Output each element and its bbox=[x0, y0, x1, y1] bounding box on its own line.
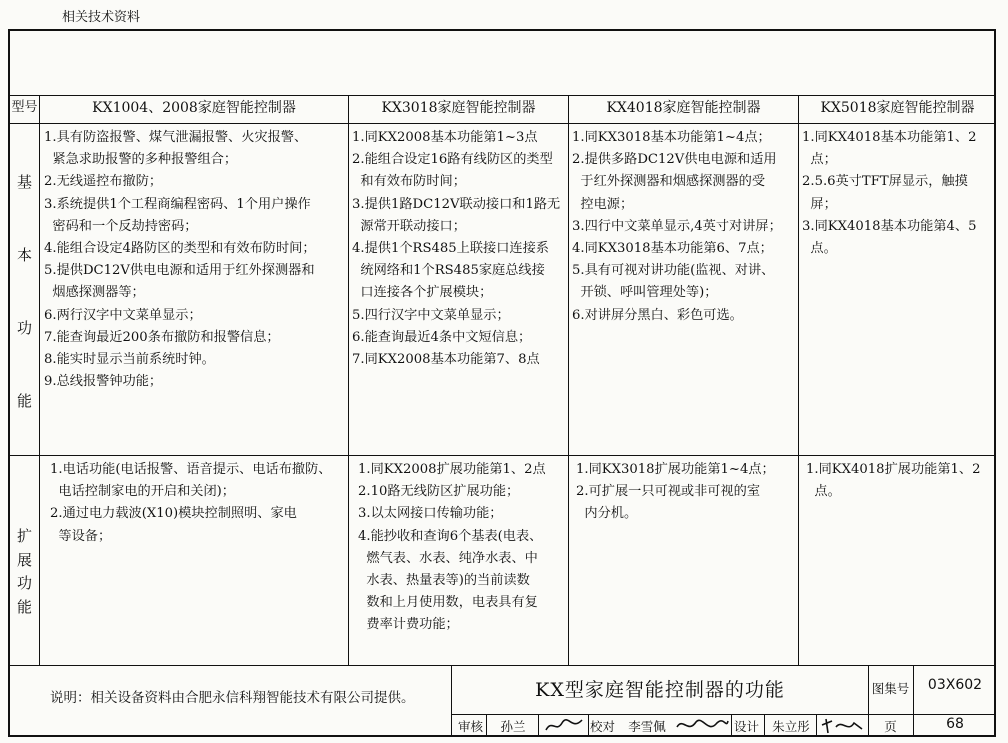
column-header-kx4018: KX4018家庭智能控制器 bbox=[606, 100, 761, 116]
atlas-number: 03X602 bbox=[927, 677, 983, 693]
function-line: 控电源； bbox=[572, 196, 634, 212]
function-line: 3.以太网接口传输功能； bbox=[358, 506, 503, 522]
function-line: 7.能查询最近200条布撤防和报警信息； bbox=[44, 329, 280, 345]
divider bbox=[798, 95, 799, 665]
function-line: 4.同KX3018基本功能第6、7点； bbox=[572, 241, 773, 257]
function-line: 3.系统提供1个工程商编程密码、1个用户操作 bbox=[44, 196, 311, 212]
divider bbox=[816, 714, 817, 735]
function-line: 紧急求助报警的多种报警组合； bbox=[44, 152, 238, 168]
function-line: 2.无线遥控布撤防； bbox=[44, 174, 163, 190]
document-frame bbox=[8, 29, 996, 737]
function-line: 统网络和1个RS485家庭总线接 bbox=[352, 263, 545, 279]
function-line: 5.提供DC12V供电电源和适用于红外探测器和 bbox=[44, 263, 315, 279]
function-line: 等设备； bbox=[50, 528, 112, 544]
function-line: 烟感探测器等； bbox=[44, 285, 145, 301]
header-text: 相关技术资料 bbox=[62, 10, 141, 25]
function-line: 6.能查询最近4条中文短信息； bbox=[352, 329, 532, 345]
function-line: 点。 bbox=[806, 484, 841, 500]
function-line: 数和上月使用数，电表具有复 bbox=[358, 595, 538, 611]
function-line: 屏； bbox=[802, 196, 837, 212]
divider bbox=[348, 95, 349, 665]
divider bbox=[764, 714, 765, 735]
extended-cell-kx1004 bbox=[50, 459, 348, 663]
function-line: 2.能组合设定16路有线防区的类型 bbox=[352, 152, 553, 168]
extended-cell-kx5018 bbox=[806, 459, 996, 663]
basic-cell-kx4018 bbox=[572, 127, 798, 453]
review-label: 审核 bbox=[458, 719, 484, 734]
function-line: 6.对讲屏分黑白、彩色可选。 bbox=[572, 307, 743, 323]
design-label: 设计 bbox=[734, 719, 760, 734]
label-char: 功 bbox=[16, 574, 32, 593]
extended-cell-kx3018 bbox=[358, 459, 568, 663]
designer-signature bbox=[818, 715, 866, 735]
check-label: 校对 bbox=[590, 719, 616, 734]
label-char: 能 bbox=[16, 597, 32, 616]
extended-list bbox=[806, 459, 996, 503]
function-line: 点； bbox=[802, 152, 837, 168]
extended-functions-label bbox=[10, 525, 39, 617]
column-header-kx3018: KX3018家庭智能控制器 bbox=[381, 100, 536, 116]
function-line: 水表、热量表等)的当前读数 bbox=[358, 573, 530, 589]
function-line: 源常开联动接口； bbox=[352, 218, 466, 234]
model-label: 型号 bbox=[11, 100, 38, 115]
designer-name: 朱立彤 bbox=[772, 719, 810, 734]
divider bbox=[39, 95, 40, 665]
function-line: 口连接各个扩展模块； bbox=[352, 285, 493, 301]
extended-cell-kx4018 bbox=[576, 459, 798, 663]
function-line: 7.同KX2008基本功能第7、8点 bbox=[352, 352, 540, 368]
function-line: 2.可扩展一只可视或非可视的室 bbox=[576, 484, 761, 500]
function-line: 电话控制家电的开启和关闭)； bbox=[50, 484, 235, 500]
label-char: 展 bbox=[16, 550, 32, 569]
atlas-label: 图集号 bbox=[871, 681, 910, 696]
checker-name: 李雪佩 bbox=[628, 719, 666, 734]
function-line: 于红外探测器和烟感探测器的受 bbox=[572, 174, 766, 190]
function-line: 1.同KX3018基本功能第1~4点； bbox=[572, 130, 771, 145]
function-line: 8.能实时显示当前系统时钟。 bbox=[44, 352, 215, 368]
function-line: 5.四行汉字中文菜单显示； bbox=[352, 307, 510, 323]
function-line: 燃气表、水表、纯净水表、中 bbox=[358, 550, 538, 566]
function-line: 1.同KX3018扩展功能第1~4点； bbox=[576, 462, 775, 477]
function-line: 开锁、呼叫管理处等)； bbox=[572, 285, 718, 301]
extended-list bbox=[358, 459, 568, 637]
function-line: 费率计费功能； bbox=[358, 617, 459, 633]
function-line: 点。 bbox=[802, 241, 837, 257]
reviewer-signature bbox=[542, 715, 586, 735]
checker-signature bbox=[674, 715, 730, 735]
signature-scribble-icon bbox=[542, 715, 586, 735]
function-line: 6.两行汉字中文菜单显示； bbox=[44, 307, 202, 323]
function-line: 2.10路无线防区扩展功能； bbox=[358, 484, 520, 500]
extended-list bbox=[576, 459, 798, 526]
basic-list bbox=[802, 127, 996, 260]
function-line: 1.具有防盗报警、煤气泄漏报警、火灾报警、 bbox=[44, 130, 308, 145]
page-label: 页 bbox=[884, 719, 897, 734]
label-char: 能 bbox=[16, 392, 32, 410]
divider bbox=[731, 714, 732, 735]
function-line: 3.四行中文菜单显示,4英寸对讲屏； bbox=[572, 218, 782, 234]
basic-list bbox=[352, 127, 568, 371]
function-line: 2.5.6英寸TFT屏显示，触摸 bbox=[802, 174, 968, 190]
function-line: 4.能组合设定4路防区的类型和有效布防时间； bbox=[44, 241, 316, 257]
basic-cell-kx1004 bbox=[44, 127, 348, 453]
label-char: 扩 bbox=[16, 527, 32, 545]
function-line: 1.电话功能(电话报警、语音提示、电话布撤防、 bbox=[50, 462, 332, 477]
basic-functions-label bbox=[10, 171, 39, 411]
function-line: 4.能抄收和查询6个基表(电表、 bbox=[358, 528, 543, 544]
divider bbox=[10, 123, 994, 124]
function-line: 1.同KX4018基本功能第1、2 bbox=[802, 130, 977, 145]
basic-cell-kx5018 bbox=[802, 127, 996, 453]
footer-note: 说明：相关设备资料由合肥永信科翔智能技术有限公司提供。 bbox=[50, 690, 415, 706]
basic-list bbox=[44, 127, 348, 393]
function-line: 和有效布防时间； bbox=[352, 174, 466, 190]
extended-list bbox=[50, 459, 348, 548]
reviewer-name: 孙兰 bbox=[500, 719, 526, 734]
divider bbox=[588, 714, 589, 735]
function-line: 2.通过电力载波(X10)模块控制照明、家电 bbox=[50, 506, 297, 522]
function-line: 1.同KX2008基本功能第1~3点 bbox=[352, 130, 538, 145]
divider bbox=[486, 714, 487, 735]
signature-scribble-icon bbox=[674, 715, 730, 735]
function-line: 1.同KX2008扩展功能第1、2点 bbox=[358, 462, 546, 477]
drawing-title: KX型家庭智能控制器的功能 bbox=[535, 679, 785, 701]
divider bbox=[10, 455, 994, 456]
label-char: 功 bbox=[16, 319, 32, 337]
column-header-kx1004: KX1004、2008家庭智能控制器 bbox=[92, 100, 296, 116]
function-line: 5.具有可视对讲功能(监视、对讲、 bbox=[572, 263, 775, 279]
function-line: 1.同KX4018扩展功能第1、2 bbox=[806, 462, 981, 477]
divider bbox=[538, 714, 539, 735]
label-char: 基 bbox=[16, 173, 32, 191]
basic-list bbox=[572, 127, 798, 327]
function-line: 2.提供多路DC12V供电电源和适用 bbox=[572, 152, 777, 168]
function-line: 3.同KX4018基本功能第4、5 bbox=[802, 218, 977, 234]
signature-scribble-icon bbox=[818, 715, 866, 735]
function-line: 内分机。 bbox=[576, 506, 638, 522]
page-number: 68 bbox=[946, 716, 964, 732]
basic-cell-kx3018 bbox=[352, 127, 568, 453]
function-line: 9.总线报警钟功能； bbox=[44, 374, 163, 390]
function-line: 4.提供1个RS485上联接口连接系 bbox=[352, 241, 549, 257]
function-line: 3.提供1路DC12V联动接口和1路无 bbox=[352, 196, 561, 212]
column-header-kx5018: KX5018家庭智能控制器 bbox=[820, 100, 975, 116]
divider bbox=[10, 665, 994, 666]
function-line: 密码和一个反劫持密码； bbox=[44, 218, 198, 234]
label-char: 本 bbox=[16, 246, 32, 264]
divider bbox=[568, 95, 569, 665]
